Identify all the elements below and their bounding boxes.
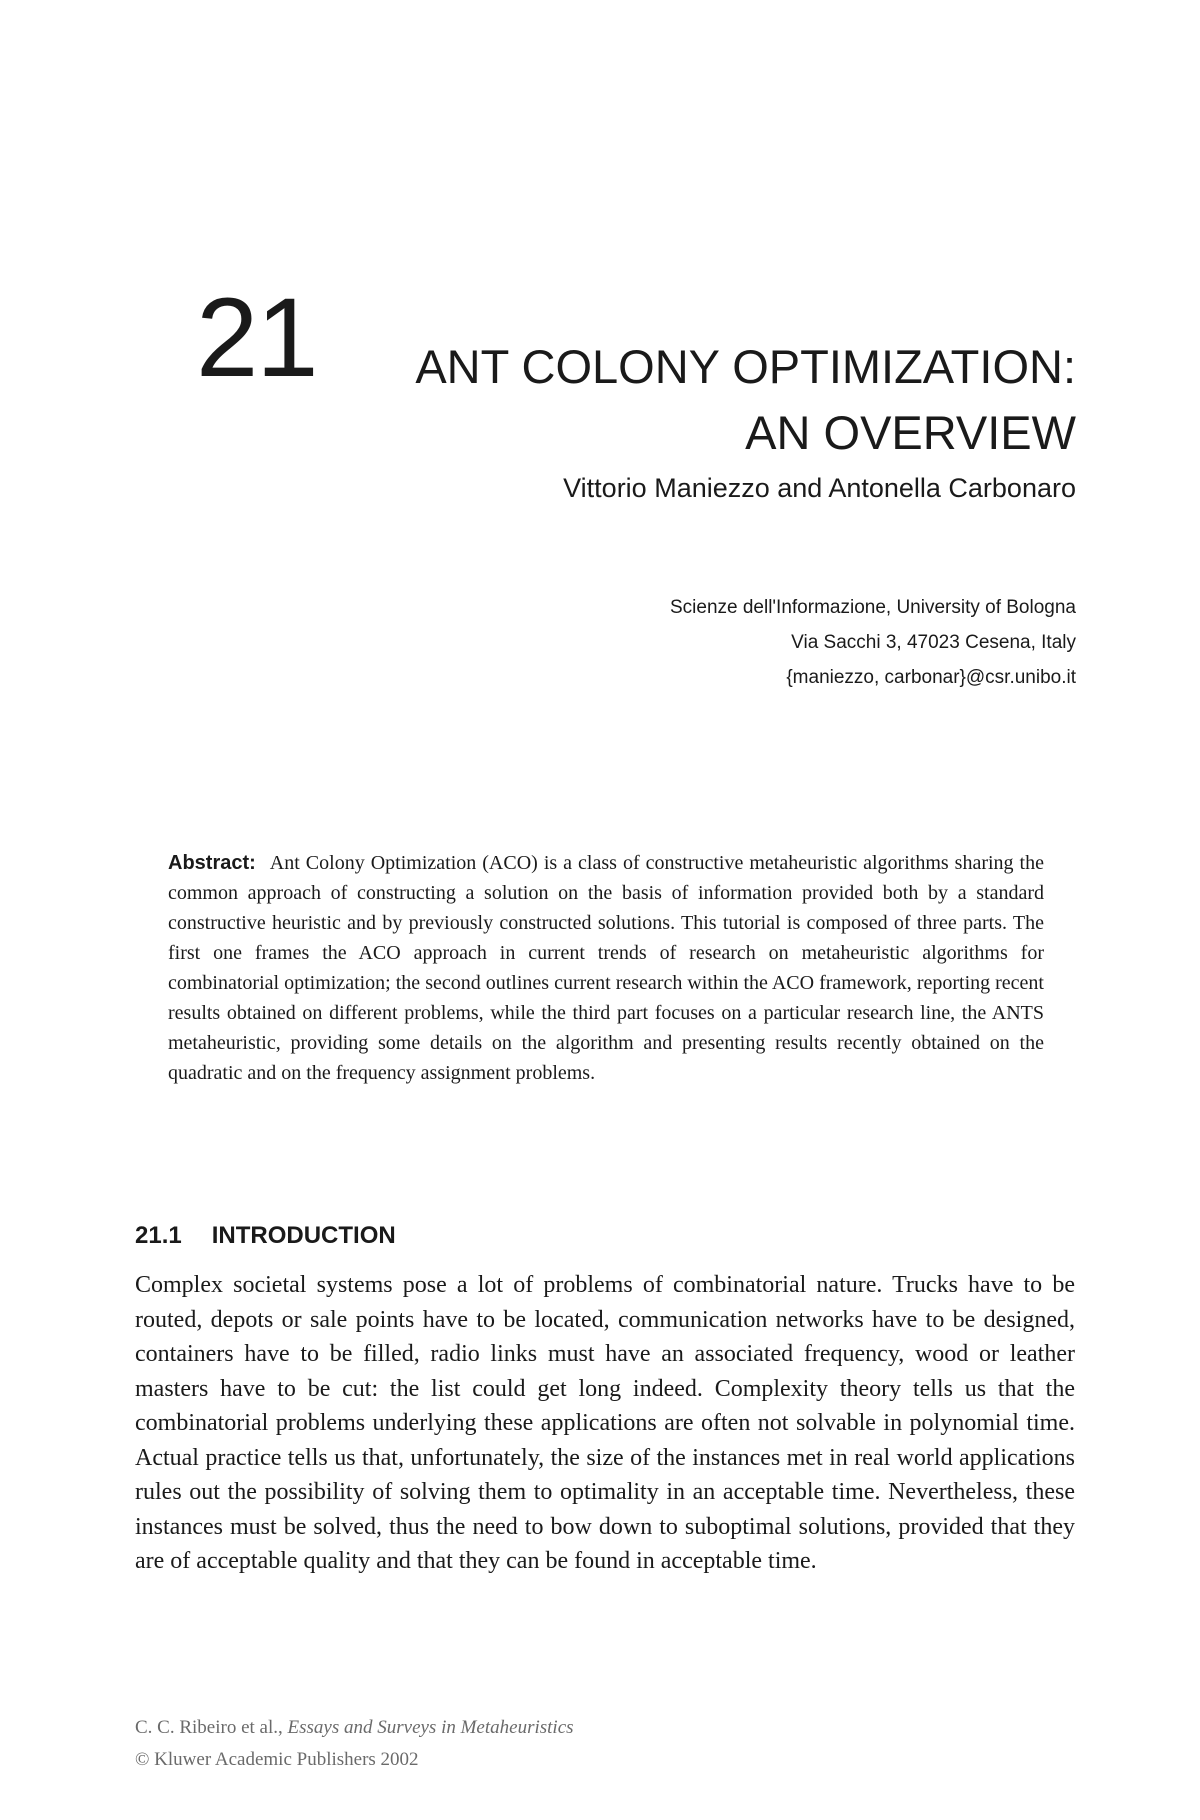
abstract [168, 848, 1044, 1088]
footer-copyright: © Kluwer Academic Publishers 2002 [135, 1749, 419, 1770]
abstract-label: Abstract: [168, 852, 256, 874]
affiliation-address: Via Sacchi 3, 47023 Cesena, Italy [791, 632, 1076, 653]
chapter-title [316, 334, 1076, 466]
section-heading [135, 1222, 396, 1250]
affiliation-institution: Scienze dell'Informazione, University of Bologna [669, 597, 1076, 618]
chapter-number: 21 [196, 275, 317, 400]
section-title: INTRODUCTION [211, 1222, 396, 1249]
chapter-title-line-2: AN OVERVIEW [745, 406, 1076, 459]
footer-citation-title: Essays and Surveys in Metaheuristics [287, 1717, 574, 1738]
footer-citation-prefix: C. C. Ribeiro et al., [135, 1717, 283, 1738]
section-number: 21.1 [135, 1222, 182, 1249]
abstract-text: Ant Colony Optimization (ACO) is a class of constructive metaheuristic algorithms sharing the common approach of constructing a solution on the basis of information provided both by a standard constructive heuristic and by previously constructed solutions. This tutorial is composed of three parts. The first one frames the ACO approach in current trends of research on metaheuristic algorithms for combinatorial optimization; the second outlines current research within the ACO framework, reporting recent results obtained on different problems, while the third part focuses on a particular research line, the ANTS metaheuristic, providing some details on the algorithm and presenting results recently obtained on the quadratic and on the frequency assignment problems. [168, 852, 1044, 1084]
page-footer [135, 1712, 574, 1776]
affiliation [316, 590, 1076, 695]
authors: Vittorio Maniezzo and Antonella Carbonaro [563, 473, 1076, 503]
chapter-title-line-1: ANT COLONY OPTIMIZATION: [415, 340, 1076, 393]
affiliation-email: {maniezzo, carbonar}@csr.unibo.it [786, 667, 1076, 688]
body-paragraph: Complex societal systems pose a lot of problems of combinatorial nature. Trucks have to be routed, depots or sale points have to be located, communication networks have to be designed, containers have to be filled, radio links must have an associated frequency, wood or leather masters have to be cut: the list could get long indeed. Complexity theory tells us that the combinatorial problems underlying these applications are often not solvable in polynomial time. Actual practice tells us that, unfortunately, the size of the instances met in real world applications rules out the possibility of solving them to optimality in an acceptable time. Nevertheless, these instances must be solved, thus the need to bow down to suboptimal solutions, provided that they are of acceptable quality and that they can be found in acceptable time. [135, 1272, 1075, 1574]
footer-citation [135, 1712, 574, 1744]
